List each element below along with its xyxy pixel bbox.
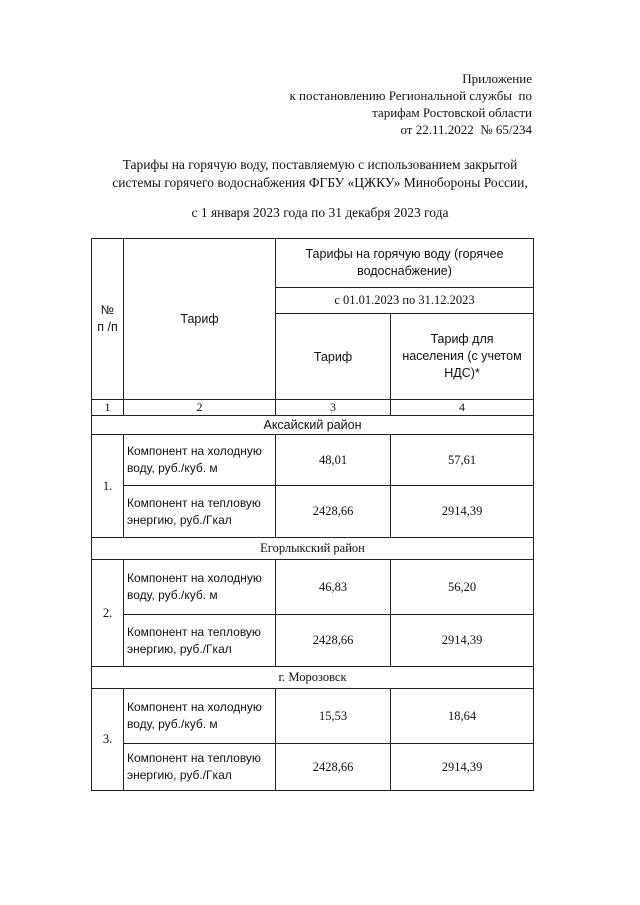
appendix-line: от 22.11.2022 № 65/234 bbox=[400, 122, 532, 137]
title-line: Тарифы на горячую воду, поставляемую с использованием закрытой bbox=[122, 157, 518, 172]
row-number: 3. bbox=[92, 689, 124, 791]
population-value: 2914,39 bbox=[391, 486, 534, 538]
appendix-line: Приложение bbox=[462, 71, 532, 86]
component-cell: Компонент на тепловую энергию, руб./Гкал bbox=[124, 744, 276, 791]
tariff-value: 2428,66 bbox=[276, 744, 391, 791]
appendix-block bbox=[289, 70, 532, 138]
tariff-table bbox=[91, 238, 534, 791]
population-value: 2914,39 bbox=[391, 744, 534, 791]
component-cell: Компонент на холодную воду, руб./куб. м bbox=[124, 560, 276, 615]
component-cell: Компонент на тепловую энергию, руб./Гкал bbox=[124, 615, 276, 667]
document-title bbox=[80, 156, 560, 192]
title-line: системы горячего водоснабжения ФГБУ «ЦЖКУ» Минобороны России, bbox=[112, 175, 528, 190]
district-row: Аксайский район bbox=[92, 416, 534, 435]
population-value: 57,61 bbox=[391, 435, 534, 486]
tariff-value: 15,53 bbox=[276, 689, 391, 744]
row-number: 2. bbox=[92, 560, 124, 667]
tariff-value: 46,83 bbox=[276, 560, 391, 615]
population-value: 18,64 bbox=[391, 689, 534, 744]
col-number: 2 bbox=[124, 400, 276, 416]
component-cell: Компонент на холодную воду, руб./куб. м bbox=[124, 435, 276, 486]
population-value: 2914,39 bbox=[391, 615, 534, 667]
tariff-value: 2428,66 bbox=[276, 486, 391, 538]
component-cell: Компонент на холодную воду, руб./куб. м bbox=[124, 689, 276, 744]
col-number: 4 bbox=[391, 400, 534, 416]
district-row: г. Морозовск bbox=[92, 667, 534, 689]
population-value: 56,20 bbox=[391, 560, 534, 615]
col-number: 1 bbox=[92, 400, 124, 416]
header-col3: Тариф bbox=[276, 314, 391, 400]
component-cell: Компонент на тепловую энергию, руб./Гкал bbox=[124, 486, 276, 538]
row-number: 1. bbox=[92, 435, 124, 538]
appendix-line: тарифам Ростовской области bbox=[372, 105, 532, 120]
period-line: с 1 января 2023 года по 31 декабря 2023 года bbox=[191, 205, 449, 220]
tariff-value: 48,01 bbox=[276, 435, 391, 486]
header-group: Тарифы на горячую воду (горячее водоснабжение) bbox=[276, 239, 534, 288]
tariff-value: 2428,66 bbox=[276, 615, 391, 667]
header-tariff: Тариф bbox=[124, 239, 276, 400]
header-num: № п /п bbox=[92, 239, 124, 400]
col-number: 3 bbox=[276, 400, 391, 416]
header-col4: Тариф для населения (с учетом НДС)* bbox=[391, 314, 534, 400]
appendix-line: к постановлению Региональной службы по bbox=[289, 88, 532, 103]
header-dates: с 01.01.2023 по 31.12.2023 bbox=[276, 288, 534, 314]
district-row: Егорлыкский район bbox=[92, 538, 534, 560]
